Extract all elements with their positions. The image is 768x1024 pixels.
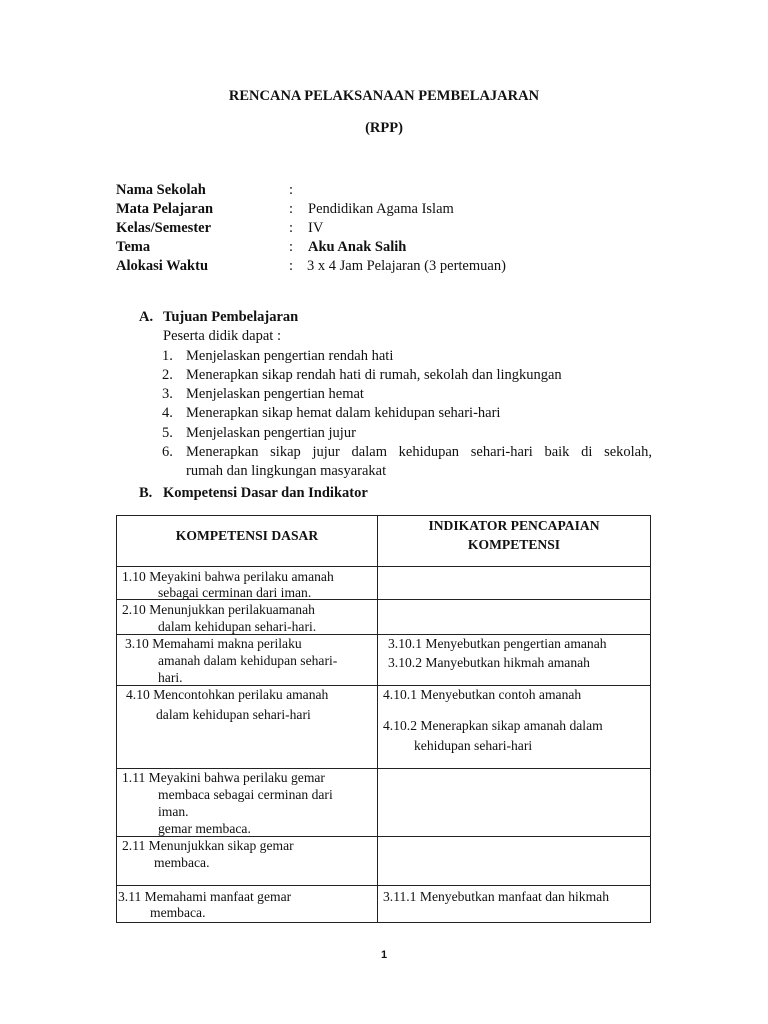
document-subtitle: (RPP) [365,120,403,136]
time-allocation-label: Alokasi Waktu [116,258,209,274]
class-semester-label: Kelas/Semester [116,220,212,236]
list-item-number: 1. [162,348,173,364]
section-b-letter: B. [139,485,153,501]
list-item: Menjelaskan pengertian rendah hati [186,348,394,364]
table-cell-competency: gemar membaca. [158,821,251,836]
table-cell-indicator: kehidupan sehari-hari [414,738,533,753]
list-item-number: 4. [162,405,173,421]
document-title: RENCANA PELAKSANAAN PEMBELAJARAN [228,88,540,104]
table-cell-competency: 4.10 Mencontohkan perilaku amanah [126,687,329,702]
subject-label: Mata Pelajaran [116,201,214,217]
table-cell-indicator: 4.10.2 Menerapkan sikap amanah dalam [383,718,603,733]
section-b-title: Kompetensi Dasar dan Indikator [163,485,368,501]
theme-value: Aku Anak Salih [308,239,407,255]
table-cell-competency: membaca. [150,905,206,920]
list-item: Menjelaskan pengertian hemat [186,386,364,402]
table-header-indicator-line2: KOMPETENSI [467,537,561,552]
list-item: Menerapkan sikap hemat dalam kehidupan sehari-hari [186,405,501,421]
table-header-competency: KOMPETENSI DASAR [175,528,319,543]
table-cell-competency: membaca. [154,855,210,870]
table-cell-indicator: 4.10.1 Menyebutkan contoh amanah [383,687,582,702]
page-number: 1 [380,949,388,961]
list-item-number: 5. [162,425,173,441]
time-allocation-value: 3 x 4 Jam Pelajaran (3 pertemuan) [307,258,506,274]
theme-label: Tema [116,239,151,255]
list-item-continuation: rumah dan lingkungan masyarakat [186,463,387,479]
school-name-label: Nama Sekolah [116,182,206,198]
table-cell-competency: sebagai cerminan dari iman. [158,585,312,600]
table-cell-competency: 2.10 Menunjukkan perilakuamanah [122,602,315,617]
list-item-number: 3. [162,386,173,402]
section-a-letter: A. [139,309,154,325]
table-cell-indicator: 3.10.2 Manyebutkan hikmah amanah [388,655,590,670]
time-allocation-colon: : [289,258,294,274]
table-cell-competency: 2.11 Menunjukkan sikap gemar [122,838,294,853]
section-a-intro: Peserta didik dapat : [163,328,281,344]
list-item: Menerapkan sikap rendah hati di rumah, sekolah dan lingkungan [186,367,562,383]
class-semester-value: IV [308,220,324,236]
subject-value: Pendidikan Agama Islam [308,201,454,217]
table-cell-competency: dalam kehidupan sehari-hari [156,707,311,722]
table-header-indicator-line1: INDIKATOR PENCAPAIAN [428,518,600,533]
list-item-number: 2. [162,367,173,383]
table-cell-competency: 3.10 Memahami makna perilaku [125,636,302,651]
subject-colon: : [289,201,294,217]
table-cell-competency: 1.11 Meyakini bahwa perilaku gemar [122,770,325,785]
table-cell-competency: amanah dalam kehidupan sehari- [158,653,338,668]
list-item-number: 6. [162,444,173,460]
table-cell-indicator: 3.10.1 Menyebutkan pengertian amanah [388,636,607,651]
table-cell-competency: membaca sebagai cerminan dari [158,787,333,802]
list-item: Menjelaskan pengertian jujur [186,425,356,441]
list-item: Menerapkan sikap jujur dalam kehidupan sehari-hari baik di sekolah, [186,444,652,460]
table-cell-competency: hari. [158,670,183,685]
section-a-title: Tujuan Pembelajaran [163,309,299,325]
table-cell-competency: 1.10 Meyakini bahwa perilaku amanah [122,569,334,584]
table-cell-competency: dalam kehidupan sehari-hari. [158,619,317,634]
table-cell-competency: iman. [158,804,189,819]
table-cell-indicator: 3.11.1 Menyebutkan manfaat dan hikmah [383,889,609,904]
class-semester-colon: : [289,220,294,236]
school-name-colon: : [289,182,294,198]
table-cell-competency: 3.11 Memahami manfaat gemar [118,889,292,904]
theme-colon: : [289,239,294,255]
